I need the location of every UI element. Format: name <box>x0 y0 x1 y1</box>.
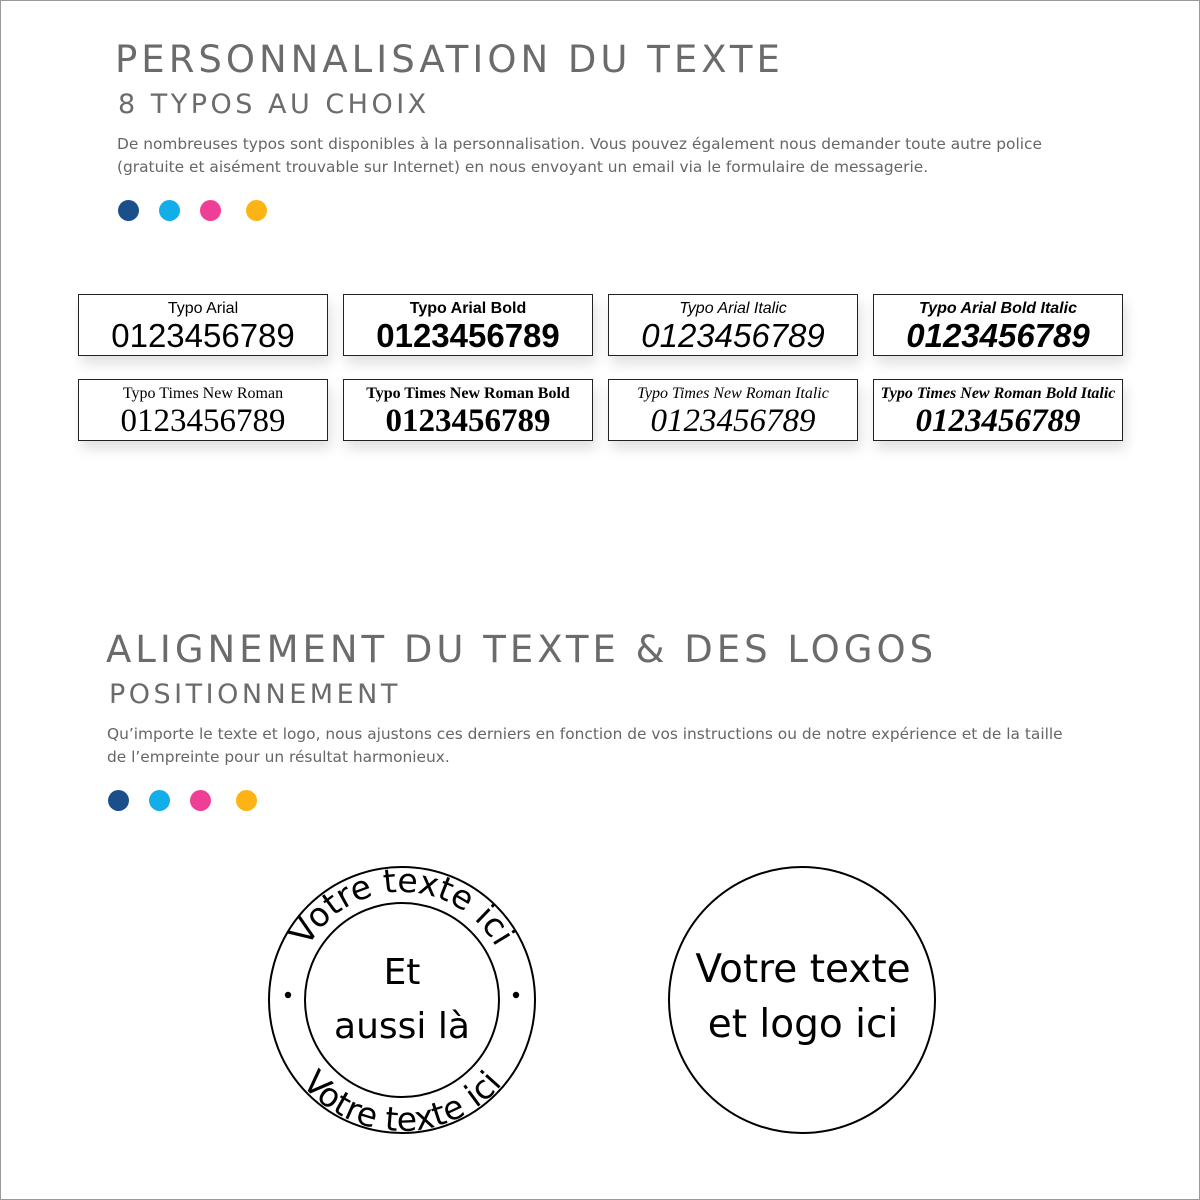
stamp-bottom-arc-text: Votre texte ici <box>295 1062 509 1140</box>
section-description-positionnement: Qu’importe le texte et logo, nous ajustons ces derniers en fonction de vos instructions ou de notre expérience et de la taille de l’empreinte pour un résultat harmonieux. <box>107 725 1063 766</box>
typo-label: Typo Times New Roman Bold Italic <box>880 385 1116 402</box>
typo-option-arial-italic[interactable] <box>608 294 858 356</box>
stamp-separator-dot-right <box>513 992 519 998</box>
stamp-plain-line-1: Votre texte <box>695 947 911 992</box>
stamp-ring-preview <box>262 860 542 1140</box>
typo-option-arial-bold[interactable] <box>343 294 593 356</box>
typo-option-times-bold[interactable] <box>343 379 593 441</box>
typo-sample-digits: 0123456789 <box>906 317 1090 354</box>
stamp-inner-circle <box>305 903 499 1097</box>
typo-option-times[interactable] <box>78 379 328 441</box>
section-subtitle-positionnement: POSITIONNEMENT <box>109 679 401 710</box>
section-description-typos: De nombreuses typos sont disponibles à la personnalisation. Vous pouvez également nous demander toute autre police (gratuite et aisément trouvable sur Internet) en nous envoyant un email via le formulaire de messagerie. <box>117 135 1042 176</box>
typo-option-times-italic[interactable] <box>608 379 858 441</box>
color-dot-magenta <box>200 200 221 221</box>
color-dot-navy <box>118 200 139 221</box>
typo-option-arial[interactable] <box>78 294 328 356</box>
stamp-plain-circle <box>669 867 935 1133</box>
stamp-center-line-1: Et <box>383 952 421 993</box>
typo-label: Typo Arial <box>167 300 239 317</box>
stamp-center-line-2: aussi là <box>334 1006 470 1047</box>
typo-sample-digits: 0123456789 <box>376 317 560 354</box>
typo-label: Typo Times New Roman <box>122 385 284 402</box>
color-dot-magenta <box>190 790 211 811</box>
typo-label: Typo Arial Bold <box>409 300 527 317</box>
stamp-plain-line-2: et logo ici <box>707 1002 899 1047</box>
stamp-plain-svg <box>662 860 942 1140</box>
typo-label: Typo Arial Italic <box>679 300 787 317</box>
typo-label: Typo Times New Roman Bold <box>366 385 570 402</box>
typo-option-arial-bold-italic[interactable] <box>873 294 1123 356</box>
color-dot-yellow <box>246 200 267 221</box>
stamp-separator-dot-left <box>285 992 291 998</box>
stamp-top-arc-text: Votre texte ici <box>281 860 523 952</box>
stamp-ring-svg <box>262 860 542 1140</box>
typo-sample-digits: 0123456789 <box>915 403 1081 439</box>
typo-sample-digits: 0123456789 <box>385 403 551 439</box>
stamp-plain-preview <box>662 860 942 1140</box>
section-title-personnalisation: PERSONNALISATION DU TEXTE <box>115 38 784 81</box>
typo-sample-digits: 0123456789 <box>120 403 286 439</box>
section-title-alignement: ALIGNEMENT DU TEXTE & DES LOGOS <box>106 628 938 671</box>
typo-label: Typo Times New Roman Italic <box>637 385 829 402</box>
typo-sample-digits: 0123456789 <box>111 317 295 354</box>
typo-sample-digits: 0123456789 <box>641 317 825 354</box>
typo-label: Typo Arial Bold Italic <box>919 300 1077 317</box>
color-dot-cyan <box>159 200 180 221</box>
section-subtitle-typos: 8 TYPOS AU CHOIX <box>118 89 430 120</box>
color-dot-yellow <box>236 790 257 811</box>
color-dot-navy <box>108 790 129 811</box>
color-dot-cyan <box>149 790 170 811</box>
typo-option-times-bold-italic[interactable] <box>873 379 1123 441</box>
typo-sample-digits: 0123456789 <box>650 403 816 439</box>
